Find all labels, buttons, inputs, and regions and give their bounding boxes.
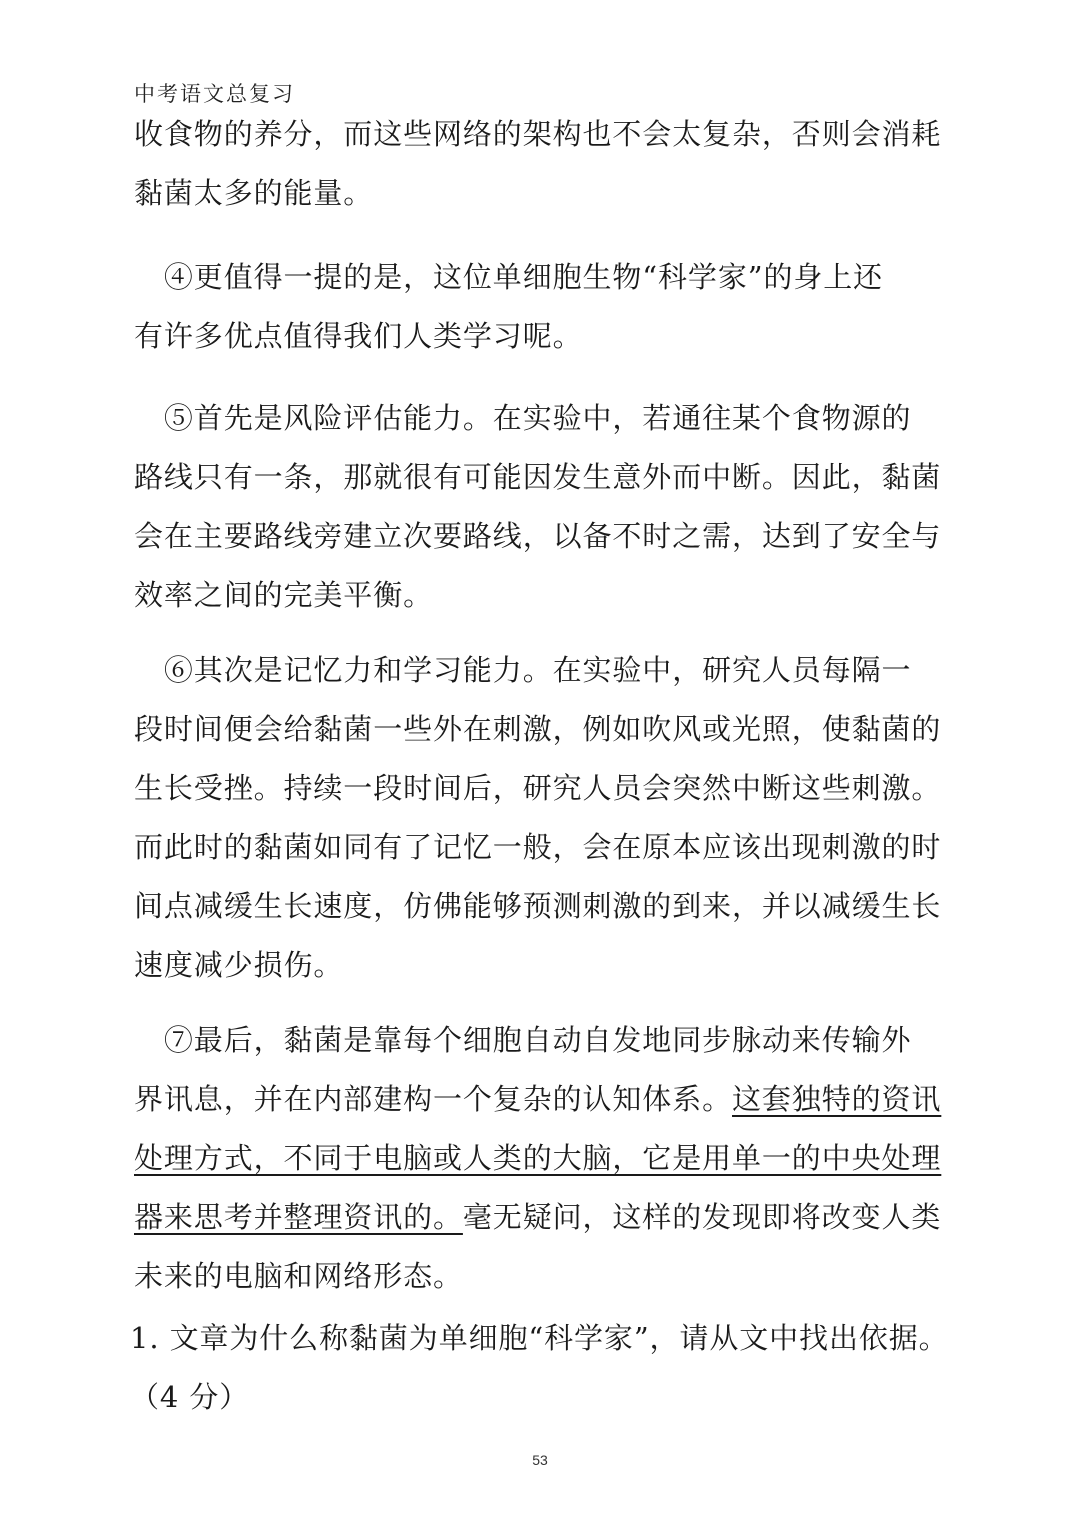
question-points: （4 分） [130, 1380, 250, 1414]
underlined-sentence: 处理方式，不同于电脑或人类的大脑，它是用单一的中央处理 [134, 1141, 942, 1175]
paragraph-5: ⑤首先是风险评估能力。在实验中，若通往某个食物源的 [134, 401, 912, 435]
text-line: 黏菌太多的能量。 [134, 176, 374, 210]
text-line: 间点减缓生长速度，仿佛能够预测刺激的到来，并以减缓生长 [134, 889, 942, 923]
text-line: 路线只有一条，那就很有可能因发生意外而中断。因此，黏菌 [134, 460, 942, 494]
text-line: 收食物的养分，而这些网络的架构也不会太复杂，否则会消耗 [134, 117, 942, 151]
text-line: 未来的电脑和网络形态。 [134, 1259, 463, 1293]
text-line: 生长受挫。持续一段时间后，研究人员会突然中断这些刺激。 [134, 771, 942, 805]
text-line: 而此时的黏菌如同有了记忆一般，会在原本应该出现刺激的时 [134, 830, 942, 864]
text-line: 界讯息，并在内部建构一个复杂的认知体系。这套独特的资讯 [134, 1082, 942, 1116]
underlined-sentence: 这套独特的资讯 [732, 1082, 942, 1116]
text-line: 速度减少损伤。 [134, 948, 344, 982]
paragraph-7: ⑦最后，黏菌是靠每个细胞自动自发地同步脉动来传输外 [134, 1023, 912, 1057]
text-line: 效率之间的完美平衡。 [134, 578, 434, 612]
paragraph-4: ④更值得一提的是，这位单细胞生物“科学家”的身上还 [134, 260, 884, 294]
page-number: 53 [532, 1452, 548, 1468]
page-header: 中考语文总复习 [134, 82, 295, 106]
underlined-sentence: 器来思考并整理资讯的。 [134, 1200, 463, 1234]
text-line: 段时间便会给黏菌一些外在刺激，例如吹风或光照，使黏菌的 [134, 712, 942, 746]
paragraph-6: ⑥其次是记忆力和学习能力。在实验中，研究人员每隔一 [134, 653, 912, 687]
question-1: 1. 文章为什么称黏菌为单细胞“科学家”，请从文中找出依据。 [130, 1321, 949, 1355]
text-line [134, 1129, 941, 1188]
text-line: 有许多优点值得我们人类学习呢。 [134, 319, 583, 353]
text-line: 会在主要路线旁建立次要路线，以备不时之需，达到了安全与 [134, 519, 942, 553]
text-line: 器来思考并整理资讯的。毫无疑问，这样的发现即将改变人类 [134, 1200, 942, 1234]
